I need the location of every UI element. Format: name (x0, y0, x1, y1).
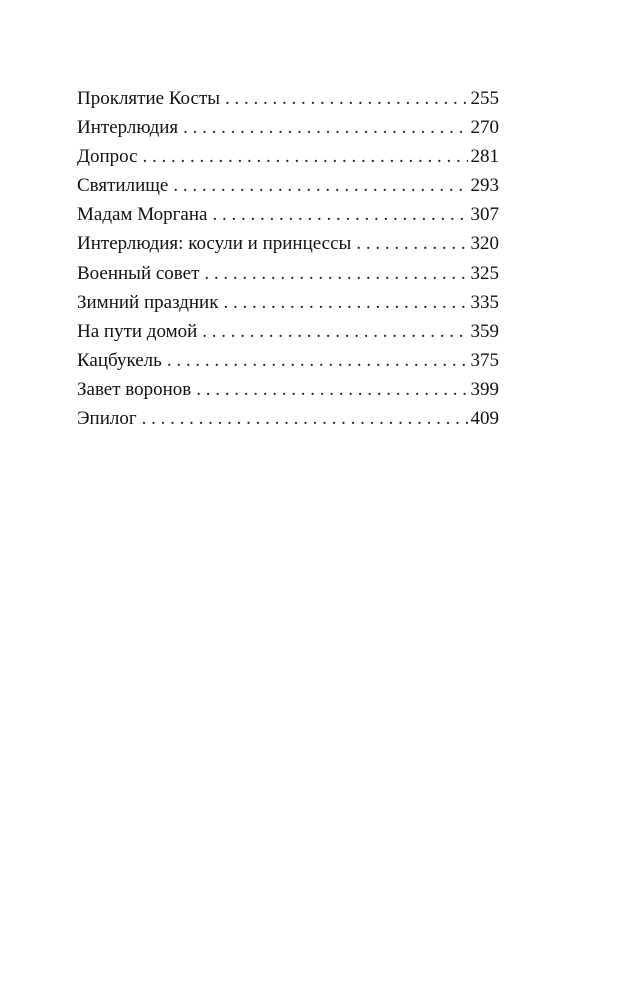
toc-entry-page: 307 (470, 204, 499, 226)
toc-leader-dots (204, 263, 467, 285)
toc-entry-title: Кацбукель (77, 349, 162, 371)
toc-entry (77, 146, 499, 175)
toc-entry-page: 320 (470, 233, 499, 255)
toc-entry (77, 204, 499, 233)
toc-entry-page: 293 (470, 175, 499, 197)
toc-entry (77, 408, 499, 437)
toc-entry-page: 359 (470, 320, 499, 342)
toc-leader-dots (225, 88, 467, 110)
toc-entry-title: Зимний праздник (77, 291, 219, 313)
toc-entry (77, 117, 499, 146)
toc-leader-dots (143, 146, 468, 168)
toc-leader-dots (356, 233, 467, 255)
toc-entry-page: 270 (470, 117, 499, 139)
toc-entry-title: На пути домой (77, 320, 198, 342)
toc-entry-page: 335 (470, 291, 499, 313)
toc-leader-dots (212, 204, 467, 226)
toc-entry-title: Интерлюдия: косули и принцессы (77, 233, 352, 255)
toc-entry-title: Допрос (77, 146, 138, 168)
toc-entry (77, 350, 499, 379)
toc-entry-title: Военный совет (77, 262, 200, 284)
toc-entry (77, 379, 499, 408)
toc-entry (77, 175, 499, 204)
toc-entry-title: Интерлюдия (77, 117, 179, 139)
toc-entry (77, 292, 499, 321)
toc-leader-dots (167, 350, 468, 372)
toc-entry (77, 321, 499, 350)
toc-entry-title: Эпилог (77, 408, 137, 430)
toc-entry-title: Мадам Моргана (77, 204, 208, 226)
toc-leader-dots (173, 175, 467, 197)
toc-entry (77, 88, 499, 117)
toc-entry-title: Святилище (77, 175, 169, 197)
toc-entry-title: Проклятие Косты (77, 88, 221, 109)
toc-entry-page: 399 (470, 378, 499, 400)
toc-entry-page: 281 (470, 146, 499, 168)
table-of-contents (77, 88, 499, 437)
toc-entry (77, 263, 499, 292)
toc-entry-page: 255 (470, 88, 499, 109)
toc-entry-page: 375 (470, 349, 499, 371)
toc-leader-dots (142, 408, 468, 430)
toc-entry-page: 409 (470, 408, 499, 430)
toc-entry (77, 233, 499, 262)
toc-entry-title: Завет воронов (77, 378, 192, 400)
toc-leader-dots (223, 292, 467, 314)
toc-entry-page: 325 (470, 262, 499, 284)
toc-leader-dots (202, 321, 467, 343)
toc-leader-dots (196, 379, 467, 401)
toc-leader-dots (183, 117, 467, 139)
